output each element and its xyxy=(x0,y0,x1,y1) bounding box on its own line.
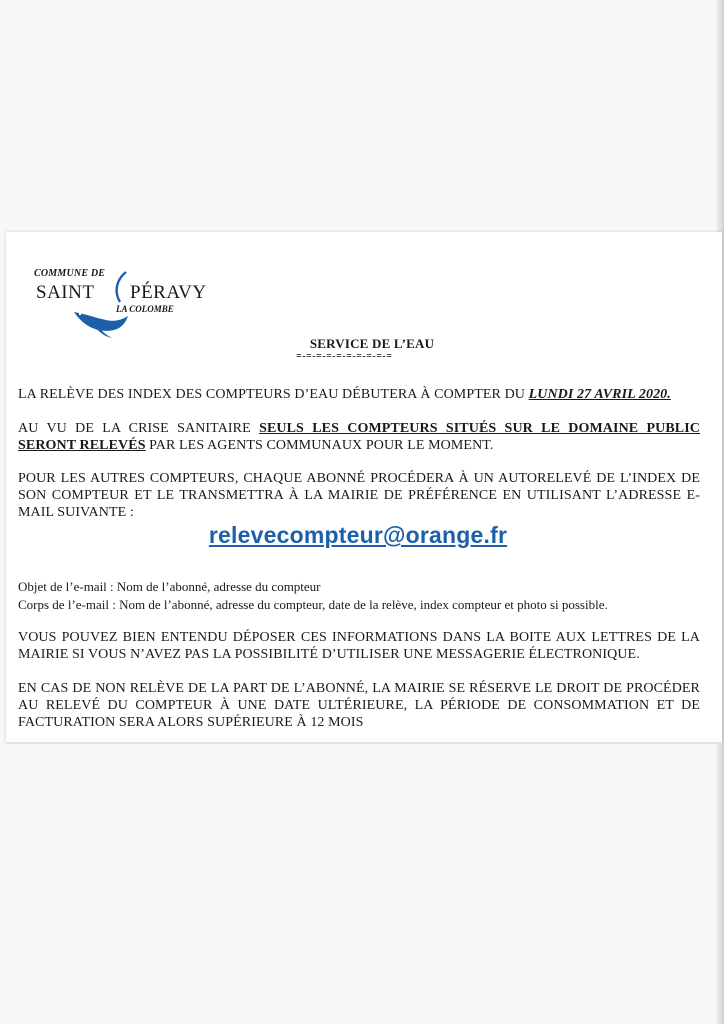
email-address[interactable]: relevecompteur@orange.fr xyxy=(208,522,508,548)
service-title xyxy=(0,336,724,352)
paragraph-mailbox: VOUS POUVEZ BIEN ENTENDU DÉPOSER CES INFORMATIONS DANS LA BOITE AUX LETTRES DE LA MAIRIE SI VOUS N’AVEZ PAS LA POSSIBILITÉ D’UTILISER UNE MESSAGERIE ÉLECTRONIQUE. xyxy=(18,630,700,662)
commune-name-right: PÉRAVY xyxy=(130,282,207,303)
start-date-emphasis: LUNDI 27 AVRIL 2020. xyxy=(528,387,671,402)
paragraph-sanitary xyxy=(18,420,700,454)
paragraph-self-reading: POUR LES AUTRES COMPTEURS, CHAQUE ABONNÉ PROCÉDERA À UN AUTORELEVÉ DE L’INDEX DE SON COMPTEUR ET LE TRANSMETTRA À LA MAIRIE DE PRÉFÉRENCE EN UTILISANT L’ADRESSE E-MAIL SUIVANTE : xyxy=(18,471,700,520)
sheet-edge xyxy=(6,742,722,744)
sanitary-after: PAR LES AGENTS COMMUNAUX POUR LE MOMENT. xyxy=(145,438,494,453)
sanitary-before: AU VU DE LA CRISE SANITAIRE xyxy=(18,421,260,436)
email-address-link[interactable] xyxy=(0,522,724,549)
commune-name-left: SAINT xyxy=(36,282,95,303)
commune-label: COMMUNE DE xyxy=(34,268,106,279)
commune-logo xyxy=(30,262,207,344)
start-date-text: LA RELÈVE DES INDEX DES COMPTEURS D’EAU DÉBUTERA À COMPTER DU xyxy=(18,387,529,402)
commune-subtitle: LA COLOMBE xyxy=(116,304,174,314)
paragraph-start-date xyxy=(18,386,700,403)
service-title-text: SERVICE DE L’EAU xyxy=(309,336,435,351)
email-object-line: Objet de l’e-mail : Nom de l’abonné, adresse du compteur xyxy=(18,579,321,594)
paragraph-no-reading: EN CAS DE NON RELÈVE DE LA PART DE L’ABONNÉ, LA MAIRIE SE RÉSERVE LE DROIT DE PROCÉDER AU RELEVÉ DU COMPTEUR À UNE DATE ULTÉRIEURE, LA PÉRIODE DE CONSOMMATION ET DE FACTURATION SERA ALORS SUPÉRIEURE À 12 MOIS xyxy=(18,681,700,730)
title-underline: =-=-=-=-=-=-=-=-=-= xyxy=(296,351,393,362)
sanitary-emphasis: SEULS LES COMPTEURS SITUÉS SUR LE DOMAINE PUBLIC SERONT RELEVÉS xyxy=(18,421,700,453)
email-body-line: Corps de l’e-mail : Nom de l’abonné, adresse du compteur, date de la relève, index compteur et photo si possible. xyxy=(18,597,608,612)
